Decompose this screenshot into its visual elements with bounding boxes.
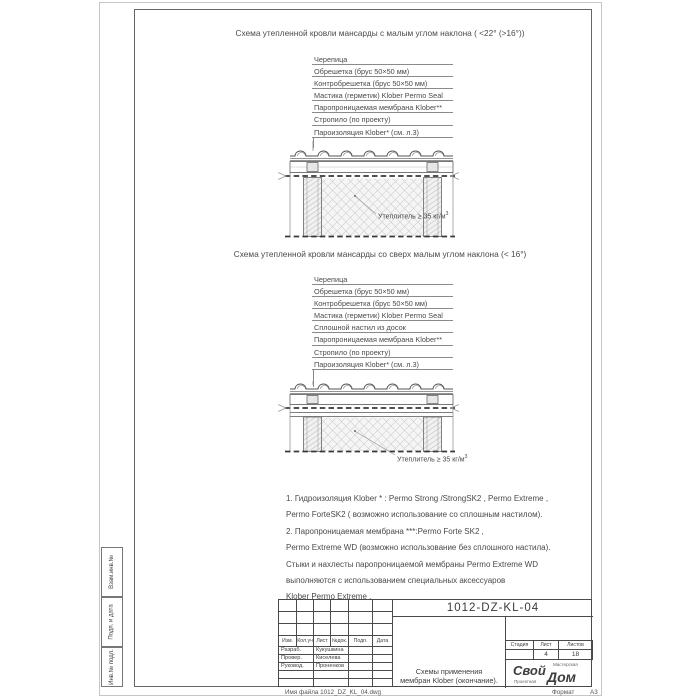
crew-signature-cell — [349, 655, 373, 663]
crew-signature-cell — [349, 647, 373, 655]
layer-label: Мастика (герметик) Klober Permo Seal — [312, 89, 453, 101]
section2-title: Схема утепленной кровли мансарды со сверх малым углом наклона (< 16°) — [233, 249, 527, 259]
note-line: Стыки и нахлесты паропроницаемой мембраны Permo Extreme WD — [286, 559, 538, 569]
format-value: А3 — [590, 689, 598, 696]
revision-grid — [279, 600, 393, 636]
insulation-note-1 — [378, 211, 448, 220]
rafter-left — [304, 178, 322, 237]
note-line: выполняются с использованием специальных аксессуаров — [286, 576, 506, 586]
crew-date-cell — [373, 655, 393, 663]
roof-tiles — [290, 384, 453, 389]
crew-date-cell — [373, 679, 393, 687]
insulation-note-sup: 3 — [464, 454, 468, 460]
company-logo — [506, 660, 593, 688]
stage-values-row — [506, 650, 593, 660]
insulation-fill — [322, 418, 424, 452]
layer-label: Контробрешетка (брус 50×50 мм) — [312, 77, 453, 89]
section2-layer-list — [312, 273, 453, 370]
crew-role: Провер. — [279, 655, 314, 663]
counter-batten-block — [307, 163, 318, 172]
layer-label: Пароизоляция Klober* (см. л.3) — [312, 358, 453, 370]
column-header: Изм. — [279, 636, 297, 647]
counter-batten-block — [427, 396, 438, 404]
layer-label: Мастика (герметик) Klober Permo Seal — [312, 309, 453, 321]
insulation-note-2 — [397, 454, 467, 463]
margin-label: Инв.№ подл. — [109, 649, 115, 685]
roof-section-drawing-1 — [276, 141, 466, 245]
counter-batten-block — [427, 163, 438, 172]
left-arrow-icon — [278, 405, 286, 412]
layer-label: Черепица — [312, 53, 453, 65]
section1-layer-list — [312, 53, 453, 138]
stage-header-cell: Стадия — [506, 641, 534, 650]
stage-value-cell — [506, 650, 534, 660]
margin-label: Взам.инв.№ — [109, 555, 115, 589]
crew-signature-cell — [349, 679, 373, 687]
document-title-line1: Схемы применения — [415, 667, 483, 676]
crew-signature-cell — [349, 663, 373, 671]
left-arrow-icon — [278, 173, 286, 180]
counter-batten-block — [307, 396, 318, 404]
insulation-note-sup: 3 — [445, 211, 449, 217]
stage-header-cell: Листов — [559, 641, 593, 650]
layer-label: Паропроницаемая мембрана Klober** — [312, 333, 453, 345]
roof-tiles — [290, 151, 453, 156]
crew-date-cell — [373, 647, 393, 655]
layer-label: Обрешетка (брус 50×50 мм) — [312, 65, 453, 77]
margin-cell-podp-data — [101, 597, 123, 647]
layer-label: Пароизоляция Klober* (см. л.3) — [312, 126, 453, 138]
column-header: Подп. — [349, 636, 373, 647]
decking-layer — [290, 413, 453, 417]
rafter-right — [424, 417, 442, 452]
layer-label: Контробрешетка (брус 50×50 мм) — [312, 297, 453, 309]
stage-value-cell: 4 — [534, 650, 559, 660]
note-line: Klober Permo Extreme . — [286, 592, 372, 602]
crew-name: Проненков — [314, 663, 349, 671]
document-title-line2: мембран Klober (окончание). — [400, 676, 498, 685]
crew-name: Киселева — [314, 655, 349, 663]
document-number: 1012-DZ-KL-04 — [393, 600, 593, 617]
stage-value-cell: 18 — [559, 650, 593, 660]
title-block — [278, 599, 592, 687]
insulation-note-text: Утеплитель ≥ 35 кг/м — [397, 456, 465, 464]
layer-label: Черепица — [312, 273, 453, 285]
crew-date-cell — [373, 663, 393, 671]
tile-underlay-lines — [290, 158, 453, 160]
column-header: Лист — [314, 636, 331, 647]
note-line: 2. Паропроницаемая мембрана ***:Permo Forte SK2 , — [286, 526, 484, 536]
column-header: Кол.уч — [297, 636, 314, 647]
crew-name — [314, 679, 349, 687]
crew-rows — [279, 647, 393, 687]
crew-role: Разраб. — [279, 647, 314, 655]
roof-section-drawing-2 — [276, 381, 466, 463]
logo-small-masterskaya: Мастерская — [553, 662, 578, 667]
notes-block — [286, 491, 616, 606]
margin-label: Подп. и дата — [109, 604, 115, 640]
note-line: Permo ForteSK2 ( возможно использование со сплошным настилом). — [286, 510, 543, 520]
filename-label: Имя файла 1012_DZ_KL_04.dwg — [285, 689, 382, 696]
stage-header-cell: Лист — [534, 641, 559, 650]
insulation-fill — [322, 179, 424, 237]
crew-date-cell — [373, 671, 393, 679]
crew-role — [279, 679, 314, 687]
crew-role: Руковод. — [279, 663, 314, 671]
rafter-left — [304, 417, 322, 452]
rafter-right — [424, 178, 442, 237]
column-header: Дата — [373, 636, 393, 647]
drawing-sheet — [99, 2, 602, 696]
layer-label: Обрешетка (брус 50×50 мм) — [312, 285, 453, 297]
note-line: 1. Гидроизоляция Klober * : Permo Strong /StrongSK2 , Permo Extreme , — [286, 494, 549, 503]
logo-word-dom: Дом — [547, 669, 577, 685]
tile-underlay-lines — [290, 391, 453, 393]
crew-signature-cell — [349, 671, 373, 679]
layer-label: Паропроницаемая мембрана Klober** — [312, 101, 453, 113]
logo-small-proektnaya: Проектная — [514, 679, 537, 684]
logo-word-svoy: Свой — [513, 663, 546, 678]
layer-label: Стропило (по проекту) — [312, 346, 453, 358]
margin-cell-inv-podl — [101, 647, 123, 687]
section1-title: Схема утепленной кровли мансарды с малым углом наклона ( <22° (>16°)) — [235, 28, 525, 38]
note-line: Permo Extreme WD (возможно использование без сплошного настила). — [286, 543, 551, 553]
layer-label: Стропило (по проекту) — [312, 113, 453, 125]
crew-role — [279, 671, 314, 679]
margin-cell-vzam-inv — [101, 547, 123, 597]
format-label: Формат — [552, 689, 575, 696]
crew-name — [314, 671, 349, 679]
stage-header-row — [506, 640, 593, 650]
insulation-note-text: Утеплитель ≥ 35 кг/м — [378, 213, 446, 221]
title-block-column-headers — [279, 636, 393, 647]
column-header: №док. — [331, 636, 349, 647]
crew-name: Кукушкина — [314, 647, 349, 655]
document-title — [393, 617, 506, 688]
layer-label: Сплошной настил из досок — [312, 321, 453, 333]
